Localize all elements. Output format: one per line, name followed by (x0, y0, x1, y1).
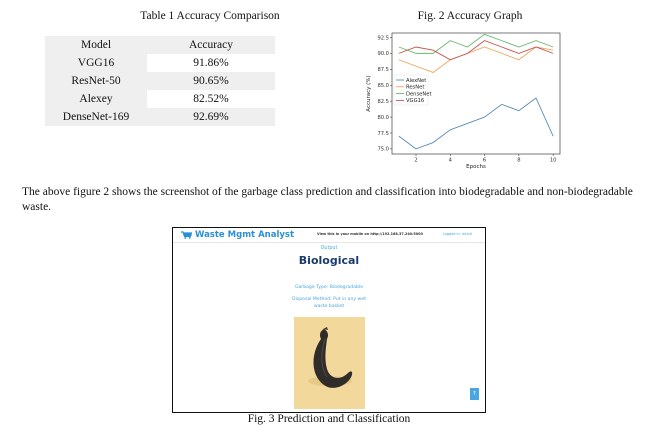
garbage-type-text: Garbage Type: Biodegradable (294, 285, 364, 290)
x-axis-label: Epochs (466, 164, 486, 170)
x-tick-label: 10 (549, 157, 557, 164)
app-header (173, 228, 485, 243)
legend-label: AlexNet (406, 77, 427, 84)
y-tick-label: 75.0 (377, 146, 389, 153)
accuracy-cell: 91.86% (147, 54, 275, 72)
series-line-alexnet (399, 98, 553, 149)
y-tick-label: 85.0 (377, 83, 389, 90)
accuracy-cell: 90.65% (193, 75, 229, 87)
y-tick-label: 90.0 (377, 51, 389, 58)
x-tick-label: 6 (482, 157, 487, 164)
logged-in-link[interactable]: Logged in: dishid (443, 232, 472, 236)
y-tick-label: 87.5 (377, 67, 389, 74)
app-screenshot (172, 227, 486, 413)
y-axis-label: Accuracy (%) (366, 75, 372, 112)
legend-label: DenseNet (406, 91, 432, 98)
shopping-cart-icon (181, 231, 192, 239)
disposal-method-text: Disposal Method: Put in any wet waste basket (292, 297, 366, 309)
table-title: Table 1 Accuracy Comparison (140, 10, 280, 22)
app-title[interactable]: Waste Mgmt Analyst (195, 230, 295, 240)
legend-label: ResNet (406, 84, 425, 91)
prediction-result: Biological (298, 254, 360, 267)
accuracy-table (45, 36, 275, 126)
output-label: Output (320, 246, 338, 251)
model-cell: DenseNet-169 (62, 111, 130, 123)
model-cell: VGG16 (45, 54, 147, 72)
table-row (45, 108, 275, 126)
model-cell: ResNet-50 (71, 75, 121, 87)
x-tick-label: 4 (448, 157, 452, 164)
accuracy-cell: 82.52% (147, 90, 275, 108)
y-tick-label: 80.0 (377, 114, 389, 121)
y-tick-label: 92.5 (377, 35, 389, 42)
y-tick-label: 82.5 (377, 98, 389, 105)
x-tick-label: 2 (414, 157, 418, 164)
column-header-model: Model (80, 39, 112, 51)
series-line-resnet (399, 47, 553, 72)
mobile-url-note: View this in your mobile on http://192.168.37.240:5000 (317, 232, 423, 236)
banana-peel-illustration (294, 317, 365, 409)
accuracy-cell: 92.69% (193, 111, 229, 123)
scroll-to-top-button[interactable]: ↑ (470, 388, 479, 400)
table-header-row (45, 36, 275, 54)
table-row (45, 54, 275, 72)
figure-2-caption: Fig. 2 Accuracy Graph (417, 10, 523, 22)
y-tick-label: 77.5 (377, 130, 389, 137)
legend-label: VGG16 (406, 98, 425, 105)
table-row (45, 90, 275, 108)
x-tick-label: 8 (517, 157, 521, 164)
banana-peel-image (294, 317, 365, 409)
model-cell: Alexey (45, 90, 147, 108)
column-header-accuracy: Accuracy (188, 39, 234, 51)
table-row (45, 72, 275, 90)
accuracy-line-chart (362, 28, 567, 176)
figure-3-caption: Fig. 3 Prediction and Classification (247, 413, 411, 425)
body-paragraph: The above figure 2 shows the screenshot of the garbage class prediction and classification into biodegradable and non-biodegradable waste. (22, 186, 633, 213)
